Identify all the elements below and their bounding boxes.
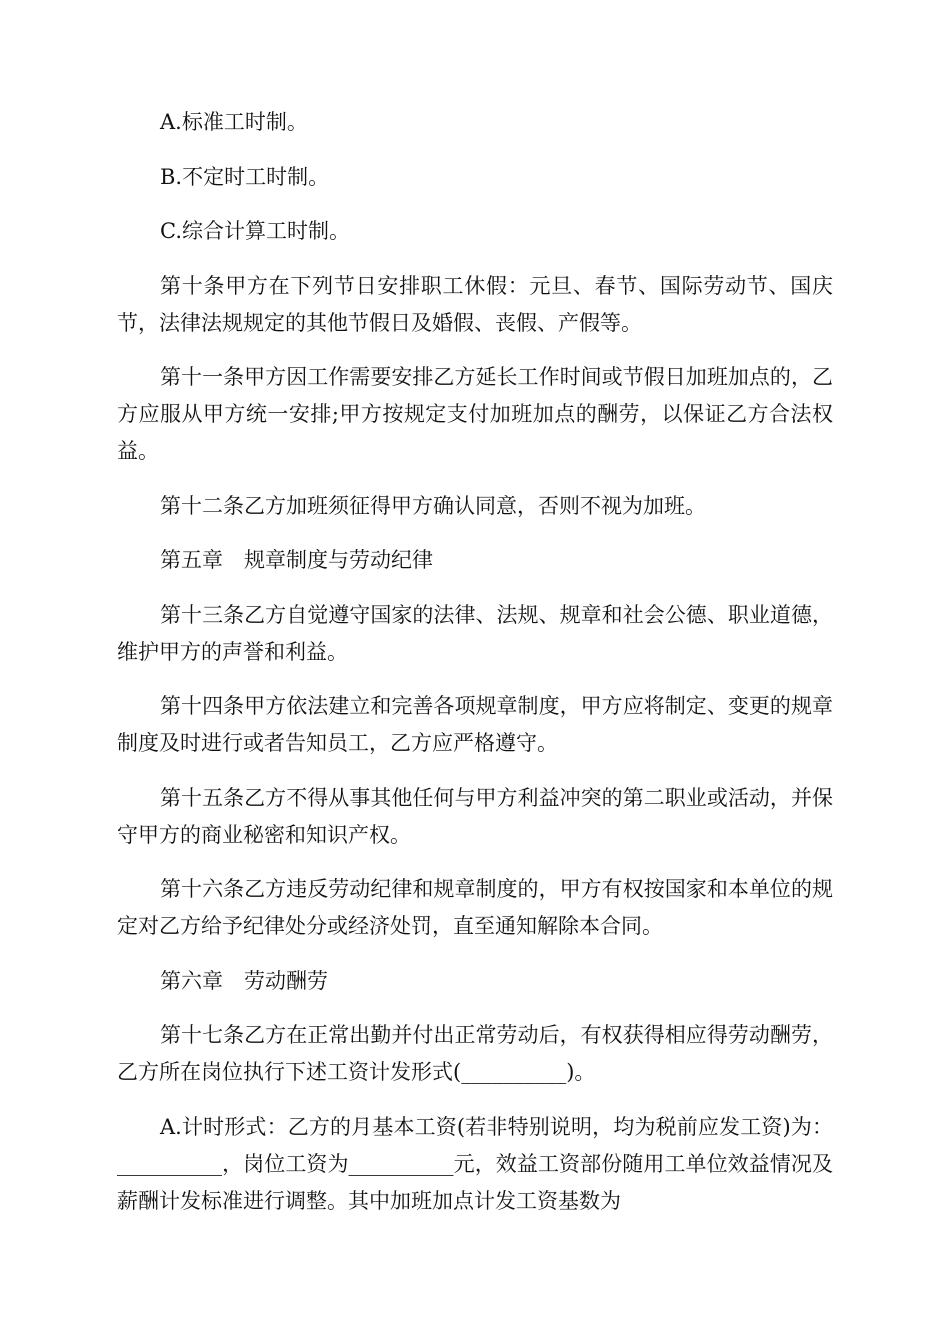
article-16: 第十六条乙方违反劳动纪律和规章制度的，甲方有权按国家和本单位的规定对乙方给予纪律处分或经济处罚，直至通知解除本合同。 (117, 877, 833, 938)
option-c-comprehensive-hours: C.综合计算工时制。 (160, 219, 350, 243)
option-a-time-based-pay: A.计时形式：乙方的月基本工资(若非特别说明，均为税前应发工资)为：__________，岗位工资为__________元，效益工资部份随用工单位效益情况及薪酬计发标准进行调整。其中加班加点计发工资基数为 (117, 1114, 833, 1213)
article-15: 第十五条乙方不得从事其他任何与甲方利益冲突的第二职业或活动，并保守甲方的商业秘密和知识产权。 (117, 785, 833, 847)
option-b-flexible-hours: B.不定时工时制。 (160, 164, 330, 189)
document-page (117, 104, 833, 1237)
article-14: 第十四条甲方依法建立和完善各项规章制度，甲方应将制定、变更的规章制度及时进行或者告知员工，乙方应严格遵守。 (117, 694, 833, 755)
article-10: 第十条甲方在下列节日安排职工休假：元旦、春节、国际劳动节、国庆节，法律法规规定的其他节假日及婚假、丧假、产假等。 (117, 273, 833, 335)
chapter-5-heading: 第五章 规章制度与劳动纪律 (160, 548, 433, 572)
option-a-standard-hours: A.标准工时制。 (160, 110, 308, 134)
article-17: 第十七条乙方在正常出勤并付出正常劳动后，有权获得相应得劳动酬劳，乙方所在岗位执行下述工资计发形式(__________)。 (117, 1023, 833, 1084)
article-12: 第十二条乙方加班须征得甲方确认同意，否则不视为加班。 (160, 493, 706, 518)
article-11: 第十一条甲方因工作需要安排乙方延长工作时间或节假日加班加点的，乙方应服从甲方统一安排;甲方按规定支付加班加点的酬劳，以保证乙方合法权益。 (117, 365, 833, 463)
chapter-6-heading: 第六章 劳动酬劳 (160, 968, 328, 993)
article-13: 第十三条乙方自觉遵守国家的法律、法规、规章和社会公德、职业道德，维护甲方的声誉和利益。 (117, 602, 833, 664)
